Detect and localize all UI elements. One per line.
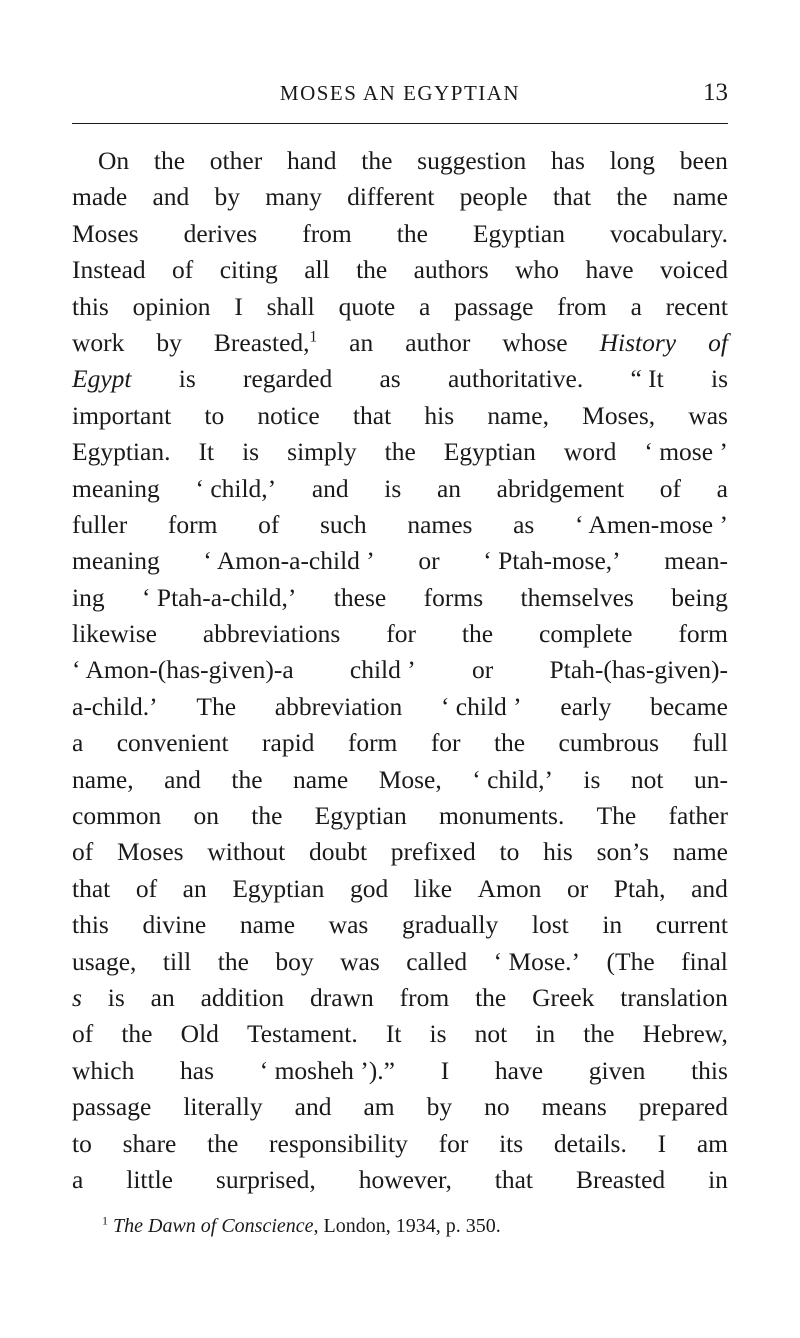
page-header — [72, 78, 728, 124]
text-line: this opinion I shall quote a passage from a recent — [72, 291, 728, 321]
page-number: 13 — [703, 79, 728, 106]
text-line: Instead of citing all the authors who have voiced — [72, 255, 728, 285]
header-rule — [72, 123, 728, 124]
text-line: of the Old Testament. It is not in the Hebrew, — [72, 1019, 728, 1049]
text-line: made and by many different people that the name — [72, 182, 728, 212]
text-line: Egypt is regarded as authoritative. “ It is — [72, 364, 728, 394]
running-head: MOSES AN EGYPTIAN — [279, 81, 521, 105]
text-line: of Moses without doubt prefixed to his son’s name — [72, 837, 728, 867]
text-line: common on the Egyptian monuments. The father — [72, 801, 728, 831]
text-line: to share the responsibility for its details. I am — [72, 1128, 728, 1158]
text-line: that of an Egyptian god like Amon or Ptah, and — [72, 873, 728, 903]
text-line: passage literally and am by no means prepared — [72, 1092, 728, 1122]
footnote — [72, 1211, 728, 1241]
text-line: work by Breasted,$^1$ an author whose History of — [72, 327, 728, 357]
text-line: ‘ Amon-(has-given)-a child ’ or Ptah-(has-given)- — [72, 655, 728, 685]
text-line: name, and the name Mose, ‘ child,’ is not un- — [72, 764, 728, 794]
text-line: a little surprised, however, that Breasted in — [72, 1164, 728, 1194]
text-line: which has ‘ mosheh ’).” I have given this — [72, 1055, 728, 1085]
footnote-citation: , London, 1934, p. 350. — [313, 1215, 501, 1237]
text-line: a-child.’ The abbreviation ‘ child ’ early became — [72, 691, 728, 721]
text-line: meaning ‘ child,’ and is an abridgement of a — [72, 473, 728, 503]
footnote-ref: 1 — [309, 328, 318, 346]
text-line: s is an addition drawn from the Greek translation — [72, 982, 728, 1012]
text-line: usage, till the boy was called ‘ Mose.’ (The final — [72, 946, 728, 976]
text-line: a convenient rapid form for the cumbrous full — [72, 728, 728, 758]
text-line: meaning ‘ Amon-a-child ’ or ‘ Ptah-mose,’ mean- — [72, 546, 728, 576]
footnote-title: The Dawn of Conscience — [113, 1215, 314, 1237]
text-line: Moses derives from the Egyptian vocabulary. — [72, 218, 728, 248]
text-line: ing ‘ Ptah-a-child,’ these forms themselves being — [72, 582, 728, 612]
text-line: important to notice that his name, Moses, was — [72, 400, 728, 430]
text-line: Egyptian. It is simply the Egyptian word ‘ mose ’ — [72, 437, 728, 467]
footnote-marker: 1 — [102, 1213, 108, 1228]
text-line: fuller form of such names as ‘ Amen-mose ’ — [72, 509, 728, 539]
body-text — [72, 143, 728, 1198]
text-line: likewise abbreviations for the complete form — [72, 619, 728, 649]
text-line: this divine name was gradually lost in current — [72, 910, 728, 940]
text-line: On the other hand the suggestion has long been — [98, 146, 728, 175]
